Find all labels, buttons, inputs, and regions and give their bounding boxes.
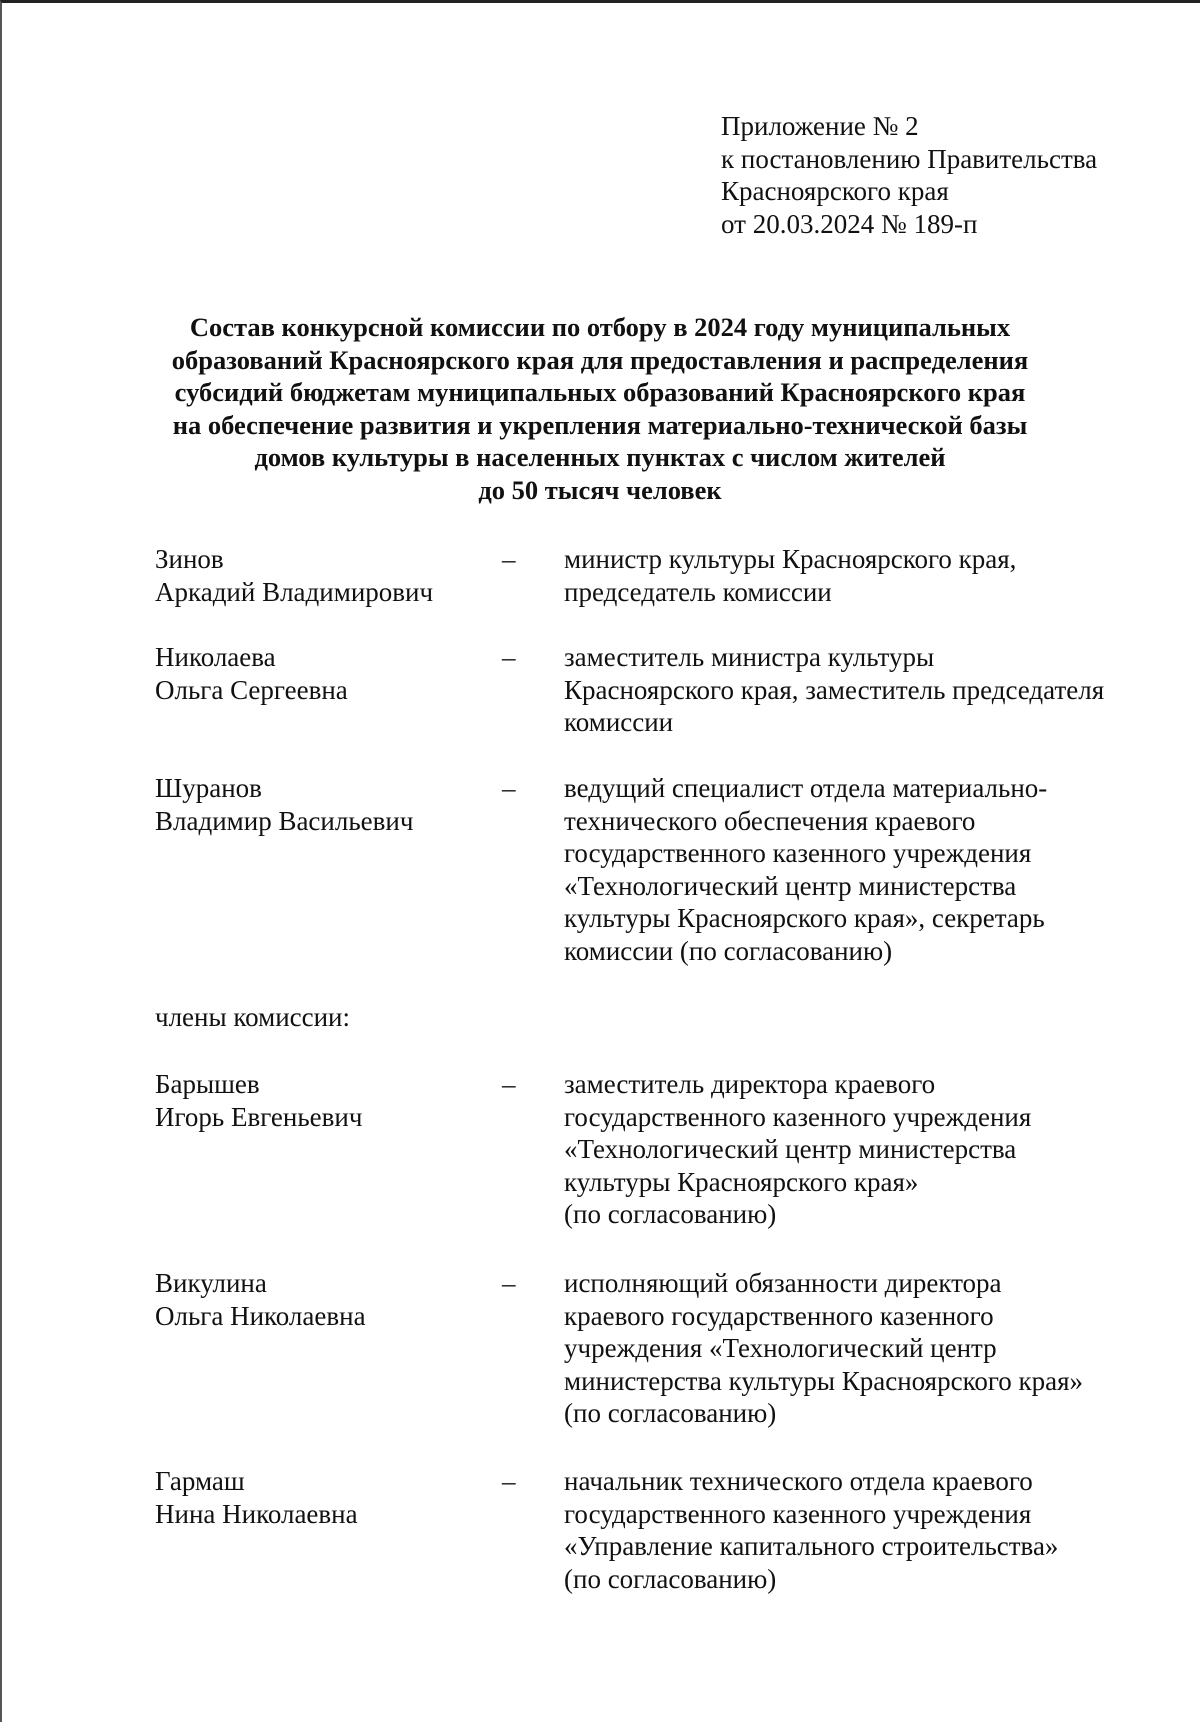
person-given-name: Ольга Сергеевна bbox=[155, 674, 348, 705]
role-line: (по согласованию) bbox=[564, 1199, 777, 1229]
title-line: до 50 тысяч человек bbox=[478, 474, 722, 505]
appendix-line: к постановлению Правительства bbox=[721, 143, 1098, 174]
appendix-line: Приложение № 2 bbox=[721, 111, 919, 141]
role-line: министр культуры Красноярского края, bbox=[564, 544, 1017, 574]
person-role bbox=[564, 772, 1144, 967]
person-given-name: Ольга Николаевна bbox=[155, 1300, 366, 1331]
appendix-line: от 20.03.2024 № 189-п bbox=[721, 208, 978, 239]
title-line: домов культуры в населенных пунктах с числом жителей bbox=[254, 442, 946, 472]
title-line: на обеспечение развития и укрепления материально-технической базы bbox=[172, 409, 1028, 440]
person-name bbox=[155, 1465, 495, 1530]
person-name bbox=[155, 772, 495, 837]
person-role bbox=[564, 1465, 1144, 1595]
document-title bbox=[150, 311, 1050, 506]
title-line: Состав конкурсной комиссии по отбору в 2024 году муниципальных bbox=[189, 312, 1011, 342]
role-line: заместитель министра культуры bbox=[564, 642, 935, 672]
title-line: образований Красноярского края для предоставления и распределения bbox=[171, 344, 1029, 375]
role-line: начальник технического отдела краевого bbox=[564, 1466, 1033, 1496]
role-line: комиссии (по согласованию) bbox=[564, 935, 893, 966]
role-line: государственного казенного учреждения bbox=[564, 1101, 1032, 1132]
role-line: технического обеспечения краевого bbox=[564, 805, 976, 836]
role-line: исполняющий обязанности директора bbox=[564, 1268, 1002, 1298]
person-role bbox=[564, 1068, 1144, 1231]
person-given-name: Аркадий Владимирович bbox=[155, 576, 434, 607]
dash-separator: – bbox=[502, 773, 516, 803]
role-line: культуры Красноярского края», секретарь bbox=[564, 903, 1045, 933]
role-line: Красноярского края, заместитель председателя bbox=[564, 674, 1105, 705]
dash-separator: – bbox=[502, 544, 516, 574]
person-name bbox=[155, 1068, 495, 1133]
person-given-name: Владимир Васильевич bbox=[155, 805, 414, 836]
person-surname: Гармаш bbox=[155, 1466, 245, 1496]
role-line: краевого государственного казенного bbox=[564, 1300, 994, 1331]
person-surname: Николаева bbox=[155, 642, 276, 672]
person-role bbox=[564, 1267, 1144, 1430]
role-line: (по согласованию) bbox=[564, 1563, 777, 1594]
person-surname: Викулина bbox=[155, 1268, 267, 1298]
role-line: (по согласованию) bbox=[564, 1398, 777, 1428]
person-name bbox=[155, 543, 495, 608]
dash-separator: – bbox=[502, 1466, 516, 1496]
role-line: государственного казенного учреждения bbox=[564, 1498, 1032, 1529]
role-line: «Технологический центр министерства bbox=[564, 1134, 1017, 1164]
person-name bbox=[155, 641, 495, 706]
role-line: заместитель директора краевого bbox=[564, 1069, 936, 1099]
role-line: государственного казенного учреждения bbox=[564, 838, 1032, 868]
dash-separator: – bbox=[502, 642, 516, 672]
members-label: члены комиссии: bbox=[155, 1002, 351, 1032]
role-line: комиссии bbox=[564, 707, 674, 737]
role-line: «Управление капитального строительства» bbox=[564, 1531, 1059, 1561]
person-name bbox=[155, 1267, 495, 1332]
role-line: председатель комиссии bbox=[564, 576, 832, 607]
dash-separator: – bbox=[502, 1069, 516, 1099]
role-line: министерства культуры Красноярского края» bbox=[564, 1365, 1083, 1396]
role-line: ведущий специалист отдела материально- bbox=[564, 773, 1048, 803]
dash-separator: – bbox=[502, 1268, 516, 1298]
person-surname: Зинов bbox=[155, 544, 224, 574]
appendix-line: Красноярского края bbox=[721, 176, 949, 206]
role-line: учреждения «Технологический центр bbox=[564, 1333, 997, 1363]
person-given-name: Нина Николаевна bbox=[155, 1498, 358, 1529]
person-surname: Барышев bbox=[155, 1069, 260, 1099]
appendix-header bbox=[721, 110, 1097, 240]
title-line: субсидий бюджетам муниципальных образований Красноярского края bbox=[174, 377, 1026, 407]
role-line: «Технологический центр министерства bbox=[564, 870, 1017, 901]
person-surname: Шуранов bbox=[155, 773, 262, 803]
role-line: культуры Красноярского края» bbox=[564, 1166, 919, 1197]
person-given-name: Игорь Евгеньевич bbox=[155, 1101, 363, 1132]
person-role bbox=[564, 543, 1144, 608]
person-role bbox=[564, 641, 1144, 739]
